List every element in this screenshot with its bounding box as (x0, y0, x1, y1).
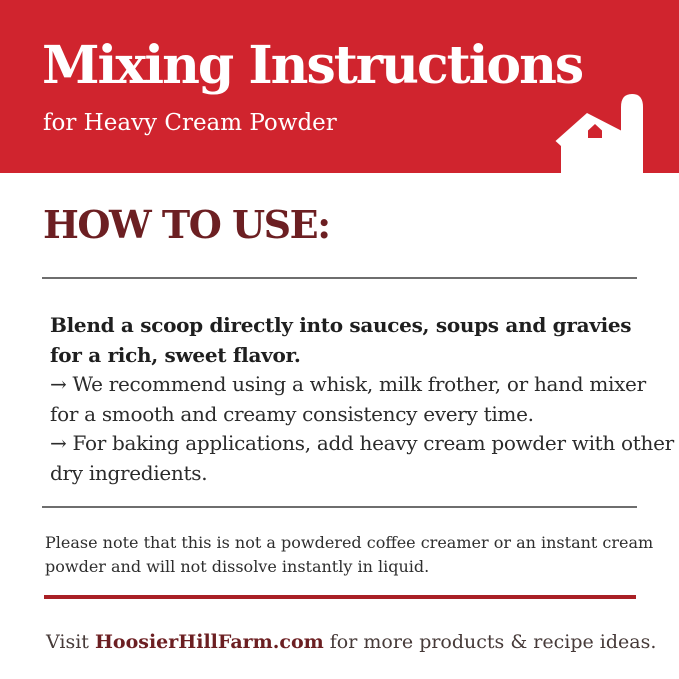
page-subtitle: for Heavy Cream Powder (43, 110, 337, 136)
website-name: HoosierHillFarm.com (94, 631, 324, 653)
step-line: → We recommend using a whisk, milk frother, or hand mixer (50, 372, 646, 396)
barn-with-silo-icon (555, 94, 679, 173)
intro-line: Blend a scoop directly into sauces, soups and gravies (50, 313, 632, 337)
step-line: → For baking applications, add heavy cream powder with other (50, 431, 674, 455)
red-divider (44, 595, 636, 599)
step-line: dry ingredients. (50, 460, 208, 485)
footer-suffix: for more products & recipe ideas. (323, 631, 657, 653)
step-line: for a smooth and creamy consistency every time. (50, 401, 534, 426)
divider-bottom (42, 506, 637, 508)
instructions-body (50, 311, 674, 488)
footer-text (46, 628, 656, 656)
intro-line: for a rich, sweet flavor. (50, 342, 301, 367)
note-line: Please note that this is not a powdered coffee creamer or an instant cream (45, 533, 654, 552)
footer-prefix: Visit (46, 631, 95, 653)
header-band (0, 0, 679, 173)
how-to-use-heading: HOW TO USE: (43, 202, 330, 247)
note-line: powder and will not dissolve instantly in liquid. (45, 556, 430, 576)
page-title: Mixing Instructions (42, 35, 583, 96)
divider-top (42, 277, 637, 279)
disclaimer-note (45, 531, 653, 578)
